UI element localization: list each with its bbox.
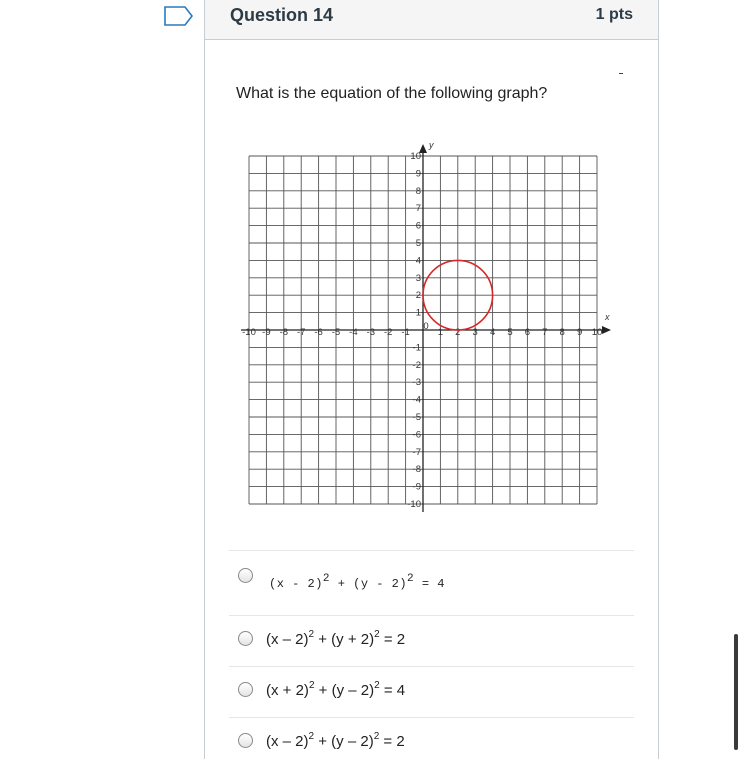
y-tick-label: 8 <box>415 185 421 197</box>
y-tick-label: -5 <box>412 412 421 423</box>
x-tick-label: 3 <box>472 327 478 338</box>
y-tick-label: -3 <box>412 377 421 389</box>
x-tick-label: -7 <box>296 327 306 338</box>
question-points: 1 pts <box>595 6 633 23</box>
x-tick-label: 7 <box>542 327 548 338</box>
x-tick-label: 1 <box>437 327 444 338</box>
answer-option-1[interactable] <box>229 550 634 615</box>
radio-button[interactable] <box>238 568 253 583</box>
y-tick-label: 9 <box>415 168 421 180</box>
y-tick-label: -10 <box>407 499 421 510</box>
x-tick-label: -10 <box>242 327 256 338</box>
answer-equation: (x - 2)$^2$ + (y - 2)$^2$ = 4 <box>269 573 445 591</box>
question-title: Question 14 <box>230 5 334 25</box>
question-card <box>204 0 659 759</box>
y-tick-label: 7 <box>415 203 421 215</box>
x-tick-label: 9 <box>576 327 583 338</box>
x-tick-label: -4 <box>349 327 358 338</box>
y-tick-label: 5 <box>415 238 421 249</box>
x-tick-label: 6 <box>524 327 531 338</box>
x-tick-label: 8 <box>559 327 565 338</box>
y-tick-label: -6 <box>412 429 421 441</box>
x-tick-label: -1 <box>401 327 410 338</box>
stray-mark <box>619 73 623 74</box>
y-tick-label: 1 <box>415 307 421 319</box>
answer-list <box>229 550 634 768</box>
y-tick-label: -9 <box>412 481 421 493</box>
x-tick-label: -8 <box>279 327 289 338</box>
answer-option-4[interactable] <box>229 717 634 768</box>
x-axis-label: x <box>605 312 610 322</box>
x-tick-label: -2 <box>383 327 393 338</box>
radio-button[interactable] <box>238 682 253 697</box>
y-tick-label: 2 <box>415 290 421 302</box>
y-tick-label: -7 <box>412 446 421 458</box>
question-prompt: What is the equation of the following graph? <box>236 85 548 102</box>
answer-equation: $(x - 2)^2 + (y + 2)^2 = 2$ <box>266 629 406 648</box>
y-tick-label: -1 <box>412 342 421 354</box>
y-tick-label: 10 <box>410 151 421 162</box>
x-tick-label: 10 <box>591 327 603 338</box>
radio-button[interactable] <box>238 733 253 748</box>
question-header <box>205 0 658 40</box>
y-tick-label: -8 <box>412 464 421 476</box>
answer-option-2[interactable] <box>229 615 634 666</box>
y-tick-label: 6 <box>415 220 421 232</box>
x-tick-label: -6 <box>314 327 323 338</box>
x-tick-label: -5 <box>331 327 341 338</box>
scrollbar-thumb[interactable] <box>734 634 738 750</box>
x-tick-label: -9 <box>262 327 271 338</box>
x-tick-label: 0 <box>423 321 429 332</box>
coordinate-graph <box>229 139 619 529</box>
y-axis-label: y <box>429 140 434 150</box>
y-tick-label: -2 <box>412 359 421 371</box>
x-tick-label: 5 <box>507 327 513 338</box>
y-tick-label: -4 <box>412 394 421 406</box>
answer-option-3[interactable] <box>229 666 634 717</box>
answer-equation: $(x + 2)^2 + (y - 2)^2 = 4$ <box>266 680 406 699</box>
y-tick-label: 4 <box>415 255 421 267</box>
radio-button[interactable] <box>238 631 253 646</box>
bookmark-icon[interactable] <box>164 6 194 26</box>
x-tick-label: 4 <box>489 327 496 338</box>
y-tick-label: 3 <box>415 272 421 284</box>
x-tick-label: -3 <box>366 327 376 338</box>
answer-equation: (x – 2)$^2$ + (y – 2)$^2$ = 2 <box>266 731 405 750</box>
x-axis-arrow <box>602 326 611 334</box>
x-tick-label: 2 <box>455 327 461 338</box>
